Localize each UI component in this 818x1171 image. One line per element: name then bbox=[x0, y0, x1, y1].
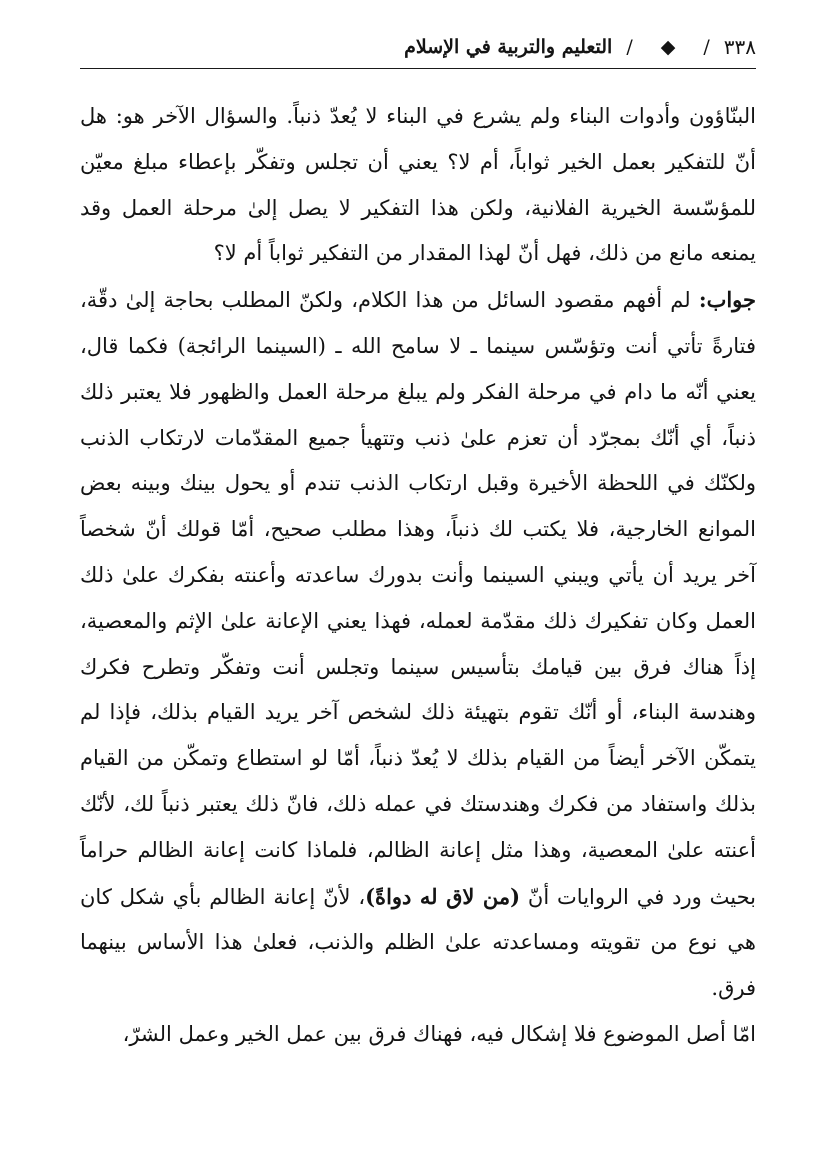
answer-text-part-2: ، لأنّ إعانة الظالم بأي شكل كان هي نوع من تقويته ومساعدته علىٰ الظلم والذنب، فعلىٰ هذا الأساس بينهما فرق. bbox=[80, 884, 756, 1001]
diamond-ornament-icon: ◆ bbox=[660, 36, 676, 58]
paragraph-conclusion: امّا أصل الموضوع فلا إشكال فيه، فهناك فرق بين عمل الخير وعمل الشرّ، bbox=[122, 1021, 756, 1046]
header-separator: / bbox=[703, 36, 710, 58]
answer-label: جواب: bbox=[698, 287, 756, 313]
running-header bbox=[80, 30, 756, 64]
paragraph-answer bbox=[80, 277, 756, 1012]
header-separator: / bbox=[626, 36, 633, 58]
header-divider bbox=[80, 68, 756, 69]
hadith-quote: (من لاق له دواةً) bbox=[365, 883, 521, 909]
answer-text-part-1: لم أفهم مقصود السائل من هذا الكلام، ولكنّ المطلب بحاجة إلىٰ دقّة، فتارةً تأتي أنت وتؤسّس سينما ـ لا سامح الله ـ (السينما الرائجة) فكما قال، يعني أنّه ما دام في مرحلة الفكر ولم يبلغ مرحلة العمل والظهور فلا يعتبر ذلك ذنباً، أي أنّك بمجرّد أن تعزم علىٰ ذنب وتتهيأ جميع المقدّمات لارتكاب الذنب ولكنّك في اللحظة الأخيرة وقبل ارتكاب الذنب تندم أو يحول بينك وبينه بعض الموانع الخارجية، فلا يكتب لك ذنباً، وهذا مطلب صحيح، أمّا قولك أنّ شخصاً آخر يريد أن يأتي ويبني السينما وأنت بدورك ساعدته وأعنته بفكرك علىٰ ذلك العمل وكان تفكيرك ذلك مقدّمة لعمله، فهذا يعني الإعانة علىٰ الإثم والمعصية، إذاً هناك فرق بين قيامك بتأسيس سينما وتجلس أنت وتفكّر وتطرح فكرك وهندسة البناء، أو أنّك تقوم بتهيئة ذلك لشخص آخر يريد القيام بذلك، فإذا لم يتمكّن الآخر أيضاً من القيام بذلك لا يُعدّ ذنباً، أمّا لو استطاع وتمكّن من القيام بذلك واستفاد من فكرك وهندستك في عمله ذلك، فانّ ذلك يعتبر ذنباً لك، لأنّك أعنته علىٰ المعصية، وهذا مثل إعانة الظالم، فلماذا كانت إعانة الظالم حراماً بحيث ورد في الروايات أنّ bbox=[80, 288, 757, 909]
book-title: التعليم والتربية في الإسلام bbox=[404, 36, 613, 58]
paragraph-question: البنّاؤون وأدوات البناء ولم يشرع في البناء لا يُعدّ ذنباً. والسؤال الآخر هو: هل أنّ للتفكير بعمل الخير ثواباً، أم لا؟ يعني أن تجلس وتفكّر بإعطاء مبلغ معيّن للمؤسّسة الخيرية الفلانية، ولكن هذا التفكير لا يصل إلىٰ مرحلة العمل وقد يمنعه مانع من ذلك، فهل أنّ لهذا المقدار من التفكير ثواباً أم لا؟ bbox=[80, 104, 756, 266]
page-body bbox=[80, 94, 756, 1058]
page-number: ٣٣٨ bbox=[723, 35, 756, 59]
